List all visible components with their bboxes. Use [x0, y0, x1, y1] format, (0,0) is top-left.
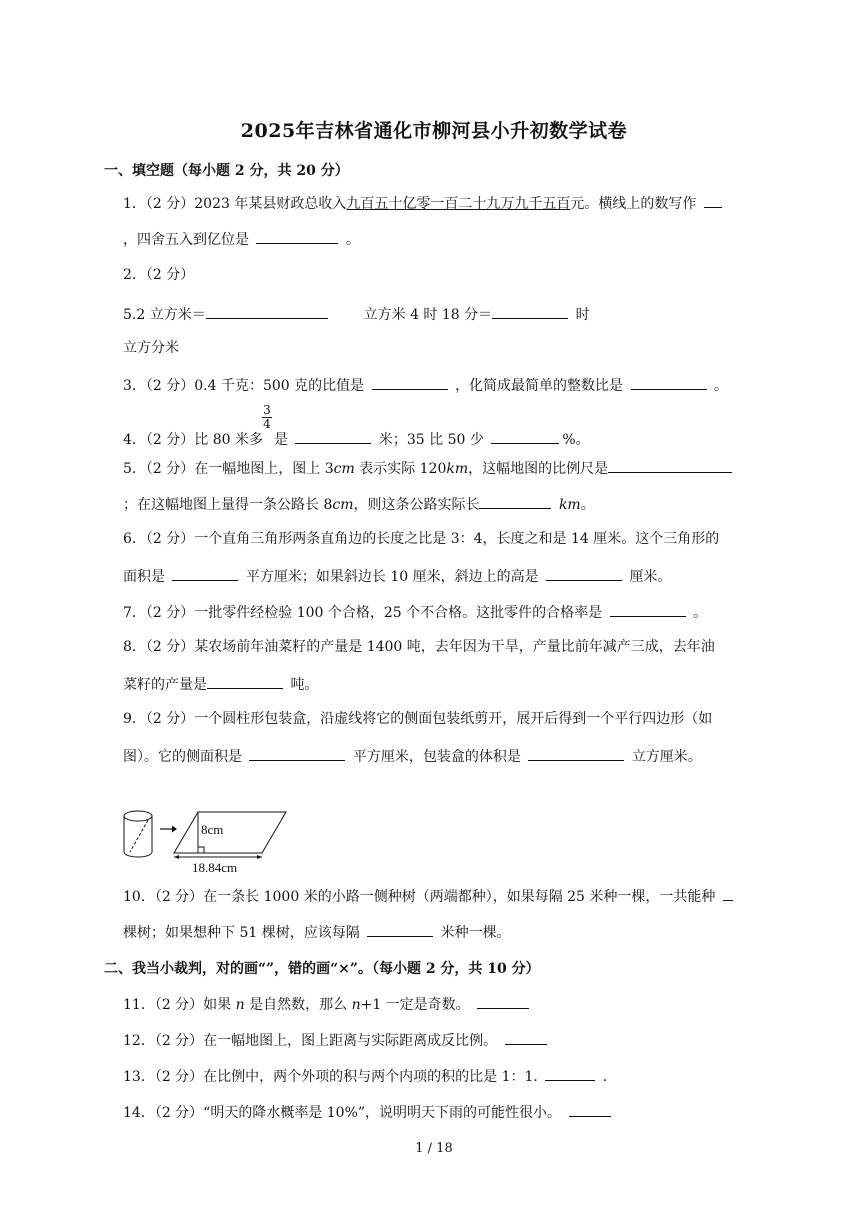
- q9-cylinder-parallelogram-figure: [118, 806, 298, 880]
- question-10-line-1: [123, 886, 736, 906]
- q6-answer-blank-2[interactable]: [546, 566, 622, 581]
- q5-line2-b: ，则这条公路实际长: [353, 497, 480, 513]
- q9-line2-end: 立方厘米。: [631, 749, 702, 765]
- q11-prefix: 11．（2 分）如果: [123, 997, 236, 1013]
- question-2-line-3: 立方分米: [123, 340, 179, 356]
- question-4-line: [123, 429, 590, 449]
- q5-unit-km-2: km: [558, 497, 581, 513]
- q2-answer-blank-2[interactable]: [492, 304, 568, 319]
- q4-fraction: [262, 404, 272, 431]
- q5-unit-cm-2: cm: [332, 497, 354, 513]
- q7-answer-blank[interactable]: [610, 602, 686, 617]
- question-2-line-2: [123, 304, 590, 324]
- q4-mid: 米；35 比 50 少: [378, 432, 484, 448]
- q6-answer-blank-1[interactable]: [172, 566, 238, 581]
- parallelogram-shape: [174, 812, 286, 859]
- q5-mid2: ，这幅地图的比例尺是: [468, 461, 609, 477]
- question-8-line-2: [123, 674, 318, 694]
- q4-prefix: 4．（2 分）比 80 米多: [123, 432, 263, 448]
- cylinder-shape: [124, 811, 152, 857]
- q6-line2-b: 平方厘米；如果斜边长 10 厘米，斜边上的高是: [245, 569, 539, 585]
- question-7-line: [123, 602, 707, 622]
- q7-text: 7．（2 分）一批零件经检验 100 个合格，25 个不合格。这批零件的合格率是: [123, 605, 603, 621]
- q5-unit-km: km: [446, 461, 469, 477]
- q4-answer-blank-2[interactable]: [491, 429, 559, 444]
- question-10-line-2: [123, 922, 511, 942]
- q12-text: 12．（2 分）在一幅地图上，图上距离与实际距离成反比例。: [123, 1033, 498, 1049]
- q3-mid: ，化简成最简单的整数比是: [455, 378, 624, 394]
- q1-answer-blank-1[interactable]: [704, 193, 722, 208]
- page-title: 2025年吉林省通化市柳河县小升初数学试卷: [240, 120, 628, 142]
- section-1-heading: 一、填空题（每小题 2 分，共 20 分）: [104, 163, 349, 179]
- question-5-line-2: [123, 494, 595, 514]
- q4-fraction-numerator: 3: [263, 403, 271, 417]
- q3-prefix: 3．（2 分）0.4 千克：500 克的比值是: [123, 378, 365, 394]
- q10-line2-a: 棵树；如果想种下 51 棵树，应该每隔: [123, 925, 360, 941]
- question-11-line: [123, 994, 532, 1014]
- question-2-head: 2．（2 分）: [123, 267, 195, 283]
- q8-answer-blank[interactable]: [207, 674, 283, 689]
- q6-line2-a: 面积是: [123, 569, 165, 585]
- q2-answer-blank-1[interactable]: [206, 304, 328, 319]
- section-2-heading: 二、我当小裁判，对的画“”，错的画“×”。（每小题 2 分，共 10 分）: [104, 961, 540, 977]
- q9-answer-blank-1[interactable]: [249, 746, 345, 761]
- q1-underlined-number: 九百五十亿零一百二十九万九千五百: [346, 196, 571, 212]
- question-12-line: [123, 1030, 550, 1050]
- question-5-line-1: [123, 458, 735, 478]
- q5-answer-blank-1[interactable]: [608, 458, 732, 473]
- fig-height-label: 8cm: [201, 822, 224, 837]
- question-9-line-1: 9．（2 分）一个圆柱形包装盒，沿虚线将它的侧面包装纸剪开，展开后得到一个平行四边形（如: [123, 711, 713, 727]
- q9-answer-blank-2[interactable]: [528, 746, 624, 761]
- q11-var-n-2: n: [351, 997, 361, 1013]
- q10-line1: 10．（2 分）在一条长 1000 米的小路一侧种树（两端都种），如果每隔 25 米种一棵，一共能种: [123, 889, 716, 905]
- q14-text: 14．（2 分）“明天的降水概率是 10%”，说明明天下雨的可能性很小。: [123, 1105, 562, 1121]
- q1-answer-blank-2[interactable]: [256, 229, 338, 244]
- q11-mid: 是自然数，那么: [244, 997, 352, 1013]
- q5-answer-blank-2[interactable]: [479, 494, 551, 509]
- q8-line2-a: 菜籽的产量是: [123, 677, 207, 693]
- q12-answer-blank[interactable]: [505, 1030, 547, 1045]
- question-1-line-1: [123, 193, 725, 213]
- q10-answer-blank-2[interactable]: [367, 922, 433, 937]
- q2-part-a: 5.2 立方米＝: [123, 307, 206, 323]
- q3-answer-blank-2[interactable]: [631, 375, 707, 390]
- q14-answer-blank[interactable]: [569, 1102, 611, 1117]
- q9-line2-b: 平方厘米，包装盒的体积是: [352, 749, 521, 765]
- page-number: 1 / 18: [415, 1141, 453, 1156]
- q13-answer-blank[interactable]: [545, 1066, 595, 1081]
- arrow-right-icon: [160, 826, 177, 833]
- q4-answer-blank-1[interactable]: [295, 429, 371, 444]
- q9-figure-svg: [118, 806, 298, 876]
- q1-line2-text: ，四舍五入到亿位是: [123, 232, 249, 248]
- question-13-line: [123, 1066, 607, 1086]
- q4-fraction-denominator: 4: [263, 417, 271, 431]
- q4-after-fraction: 是: [273, 432, 288, 448]
- q6-line2-end: 厘米。: [629, 569, 672, 585]
- q8-line2-end: 吨。: [290, 677, 319, 693]
- q11-answer-blank[interactable]: [477, 994, 529, 1009]
- q5-line2-end: 。: [580, 497, 595, 513]
- q5-line2-a: ；在这幅地图上量得一条公路长 8: [123, 497, 333, 513]
- q3-answer-blank-1[interactable]: [372, 375, 448, 390]
- q11-var-n: n: [235, 997, 245, 1013]
- question-6-line-1: 6．（2 分）一个直角三角形两条直角边的长度之比是 3：4，长度之和是 14 厘米。这个三角形的: [123, 531, 720, 547]
- q3-end: 。: [713, 378, 728, 394]
- question-6-line-2: [123, 566, 672, 586]
- q9-line2-a: 图）。它的侧面积是: [123, 749, 242, 765]
- q4-end: %。: [562, 432, 590, 448]
- q1-line2-end: 。: [345, 232, 360, 248]
- q13-end: .: [602, 1069, 608, 1085]
- q2-part-b: 立方米 4 时 18 分＝: [363, 307, 493, 323]
- q5-unit-cm: cm: [333, 461, 355, 477]
- q10-line2-end: 米种一棵。: [440, 925, 511, 941]
- q1-suffix: 元。横线上的数写作: [570, 196, 697, 212]
- q11-suffix: +1 一定是奇数。: [360, 997, 470, 1013]
- question-9-line-2: [123, 746, 702, 766]
- q1-prefix: 1．（2 分）2023 年某县财政总收入: [123, 196, 347, 212]
- q10-answer-blank-1[interactable]: [723, 886, 733, 901]
- question-14-line: [123, 1102, 614, 1122]
- q2-part-b-end: 时: [575, 307, 590, 323]
- q5-prefix: 5．（2 分）在一幅地图上，图上 3: [123, 461, 334, 477]
- question-3-line: [123, 375, 728, 395]
- question-8-line-1: 8．（2 分）某农场前年油菜籽的产量是 1400 吨，去年因为干旱，产量比前年减产三成，去年油: [123, 639, 715, 655]
- q5-mid1: 表示实际 120: [354, 461, 447, 477]
- q7-end: 。: [693, 605, 708, 621]
- fig-base-label: 18.84cm: [192, 860, 238, 875]
- q13-text: 13．（2 分）在比例中，两个外项的积与两个内项的积的比是 1：1.: [123, 1069, 538, 1085]
- question-1-line-2: [123, 229, 360, 249]
